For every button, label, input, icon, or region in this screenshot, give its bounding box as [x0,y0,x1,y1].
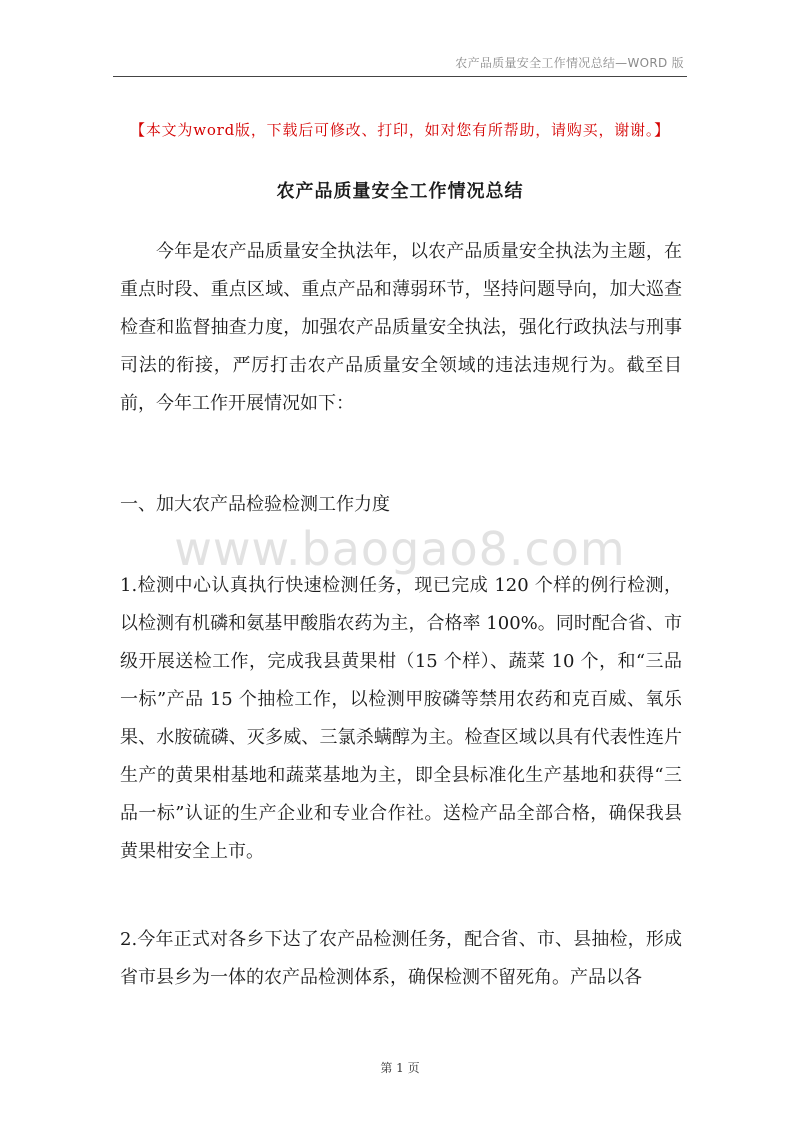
page-number: 第 1 页 [380,1061,420,1075]
section-heading: 一、加大农产品检验检测工作力度 [120,494,390,515]
document-title: 农产品质量安全工作情况总结 [276,181,524,202]
item-2-paragraph: 2.今年正式对各乡下达了农产品检测任务，配合省、市、县抽检，形成省市县乡为一体的农产品检测体系，确保检测不留死角。产品以各 [120,929,682,988]
running-header: 农产品质量安全工作情况总结—WORD 版 [455,56,684,70]
header-divider [113,76,687,77]
purchase-notice: 【本文为word版，下载后可修改、打印，如对您有所帮助，请购买，谢谢。】 [130,121,670,139]
item-1-paragraph: 1.检测中心认真执行快速检测任务，现已完成 120 个样的例行检测，以检测有机磷和氨基甲酸脂农药为主，合格率 100%。同时配合省、市级开展送检工作，完成我县黄果柑（15 个样）、蔬菜 10 个，和“三品一标”产品 15 个抽检工作，以检测甲胺磷等禁用农药和克百威、氧乐果、水胺硫磷、灭多威、三氯杀螨醇为主。检查区域以具有代表性连片生产的黄果柑基地和蔬菜基地为主，即全县标准化生产基地和获得“三品一标”认证的生产企业和专业合作社。送检产品全部合格，确保我县黄果柑安全上市。 [120,575,682,862]
intro-paragraph: 今年是农产品质量安全执法年，以农产品质量安全执法为主题，在重点时段、重点区域、重点产品和薄弱环节，坚持问题导向，加大巡查检查和监督抽查力度，加强农产品质量安全执法，强化行政执法与刑事司法的衔接，严厉打击农产品质量安全领域的违法违规行为。截至目前，今年工作开展情况如下： [120,241,682,414]
watermark: www.baogao8.com [174,522,626,576]
